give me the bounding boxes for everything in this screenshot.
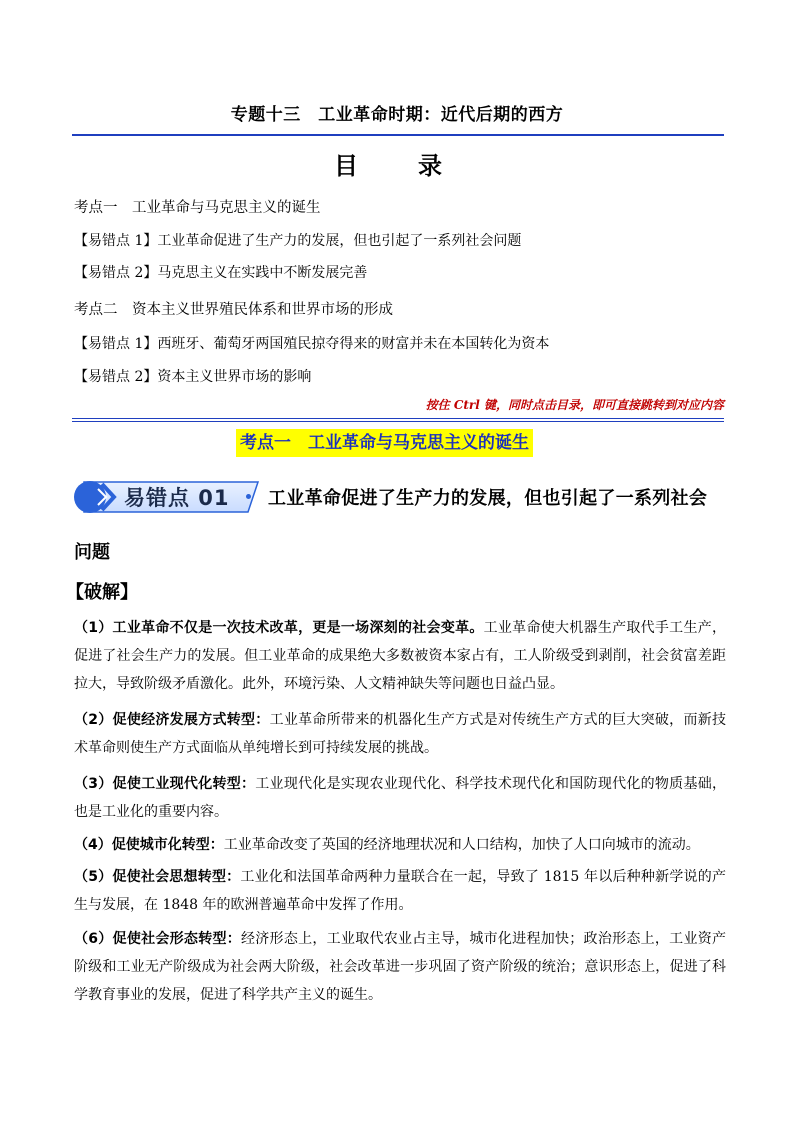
point-badge xyxy=(70,478,266,516)
toc-link-point-2-1[interactable]: 【易错点 1】西班牙、葡萄牙两国殖民掠夺得来的财富并未在本国转化为资本 xyxy=(74,336,550,352)
paragraph-body: 工业革命所带来的机器化生产方式是对传统生产方式的巨大突破，而新技术革命则使生产方式面临从单纯增长到可持续发展的挑战。 xyxy=(74,712,726,756)
toc-heading: 目 录 xyxy=(334,152,460,180)
toc-divider-top xyxy=(72,418,724,419)
toc-link-kaodian-1[interactable]: 考点一 工业革命与马克思主义的诞生 xyxy=(74,200,321,216)
document-title: 专题十三 工业革命时期：近代后期的西方 xyxy=(230,105,564,125)
title-divider xyxy=(72,134,724,136)
section-title: 考点一 工业革命与马克思主义的诞生 xyxy=(236,429,533,457)
point-title: 工业革命促进了生产力的发展，但也引起了一系列社会 xyxy=(268,488,708,509)
toc-link-kaodian-2[interactable]: 考点二 资本主义世界殖民体系和世界市场的形成 xyxy=(74,302,393,318)
paragraph-lead: （2）促使经济发展方式转型： xyxy=(74,712,270,728)
paragraph-body: 工业革命改变了英国的经济地理状况和人口结构，加快了人口向城市的流动。 xyxy=(223,837,700,853)
point-title-continued: 问题 xyxy=(74,542,110,563)
paragraph-body: 经济形态上，工业取代农业占主导，城市化进程加快；政治形态上，工业资产阶级和工业无产阶级成为社会两大阶级，社会改革进一步巩固了资产阶级的统治；意识形态上，促进了科学教育事业的发展，促进了科学共产主义的诞生。 xyxy=(74,931,726,1003)
ctrl-click-note: 按住 Ctrl 键，同时点击目录，即可直接跳转到对应内容 xyxy=(425,398,724,412)
toc-link-point-1-2[interactable]: 【易错点 2】马克思主义在实践中不断发展完善 xyxy=(74,265,368,281)
paragraph-3 xyxy=(74,770,726,826)
toc-divider-bottom xyxy=(72,421,724,422)
badge-dot-icon xyxy=(246,494,251,499)
paragraph-body: 工业现代化是实现农业现代化、科学技术现代化和国防现代化的物质基础，也是工业化的重要内容。 xyxy=(74,776,726,820)
badge-label: 易错点 01 xyxy=(124,486,230,510)
paragraph-body: 工业化和法国革命两种力量联合在一起，导致了 1815 年以后种种新学说的产生与发展，在 1848 年的欧洲普遍革命中发挥了作用。 xyxy=(74,869,727,913)
paragraph-1 xyxy=(74,614,726,698)
paragraph-6 xyxy=(74,925,726,1009)
paragraph-lead: （4）促使城市化转型： xyxy=(74,837,224,853)
toc-link-point-2-2[interactable]: 【易错点 2】资本主义世界市场的影响 xyxy=(74,369,312,385)
toc-link-point-1-1[interactable]: 【易错点 1】工业革命促进了生产力的发展，但也引起了一系列社会问题 xyxy=(74,233,522,249)
paragraph-4 xyxy=(74,831,726,859)
paragraph-lead: （5）促使社会思想转型： xyxy=(74,869,241,885)
paragraph-lead: （1）工业革命不仅是一次技术改革，更是一场深刻的社会变革。 xyxy=(74,620,484,636)
paragraph-body: 工业革命使大机器生产取代手工生产，促进了社会生产力的发展。但工业革命的成果绝大多数被资本家占有，工人阶级受到剥削，社会贫富差距拉大，导致阶级矛盾激化。此外，环境污染、人文精神缺失等问题也日益凸显。 xyxy=(74,620,726,692)
paragraph-lead: （6）促使社会形态转型： xyxy=(74,931,242,947)
paragraph-2 xyxy=(74,706,726,762)
solution-heading: 【破解】 xyxy=(66,582,138,603)
paragraph-lead: （3）促使工业现代化转型： xyxy=(74,776,256,792)
paragraph-5 xyxy=(74,863,726,919)
